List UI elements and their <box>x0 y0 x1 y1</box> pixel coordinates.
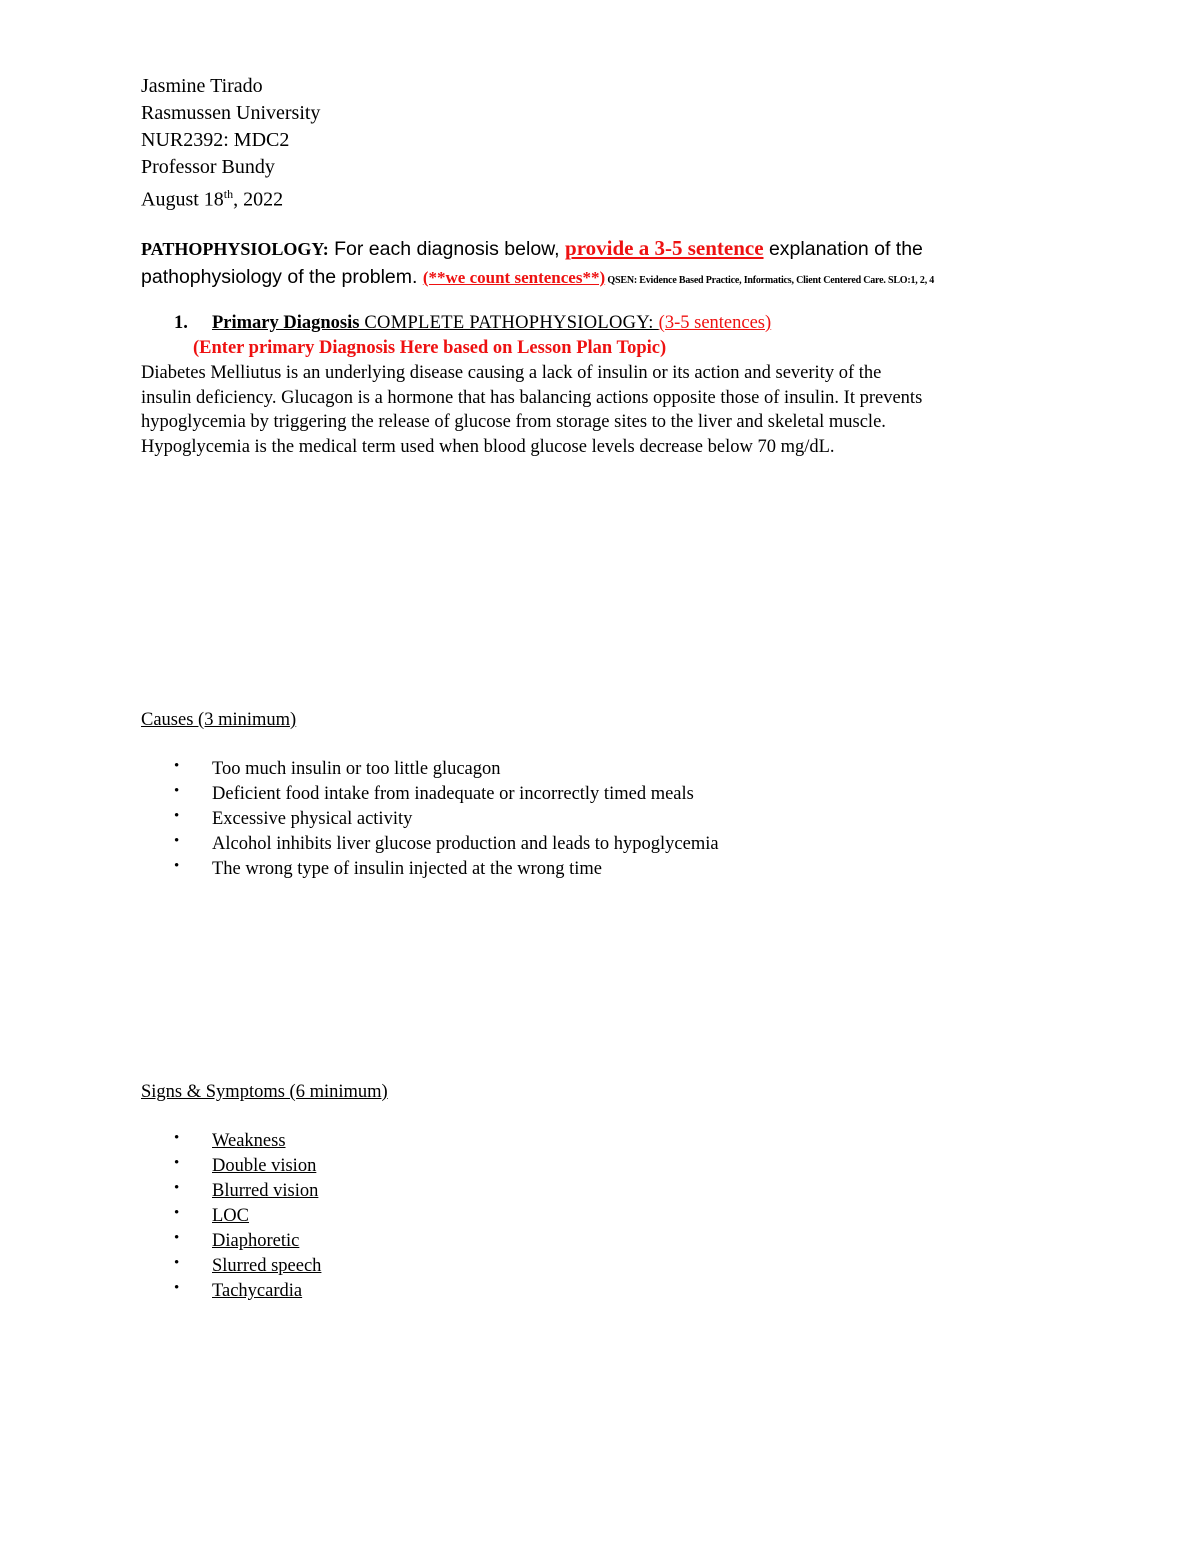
student-name: Jasmine Tirado <box>141 75 263 97</box>
list-item: Deficient food intake from inadequate or incorrectly timed meals <box>212 784 694 804</box>
instructions-text-2: explanation of the <box>763 238 923 260</box>
bullet-icon: • <box>174 808 180 824</box>
bullet-icon: • <box>174 858 180 874</box>
causes-heading: Causes (3 minimum) <box>141 710 297 730</box>
bullet-icon: • <box>174 1205 180 1221</box>
list-item: Double vision <box>212 1156 317 1176</box>
paragraph-line-4: Hypoglycemia is the medical term used when blood glucose levels decrease below 70 mg/dL. <box>141 437 835 457</box>
course-code: NUR2392: MDC2 <box>141 129 290 151</box>
section-heading <box>212 311 771 336</box>
instructions-line2-text: pathophysiology of the problem. <box>141 266 423 288</box>
instructions-text-1: For each diagnosis below, <box>328 238 566 260</box>
school-name: Rasmussen University <box>141 102 321 124</box>
pathophysiology-label: PATHOPHYSIOLOGY: <box>141 239 329 259</box>
sentences-note: (3-5 sentences) <box>658 313 772 333</box>
bullet-icon: • <box>174 783 180 799</box>
instructions-highlight: provide a 3-5 sentence <box>565 236 764 260</box>
date-main: August 18 <box>141 188 224 211</box>
qsen-note: QSEN: Evidence Based Practice, Informatics, Client Centered Care. SLO:1, 2, 4 <box>605 275 935 286</box>
bullet-icon: • <box>174 1155 180 1171</box>
paragraph-line-2: insulin deficiency. Glucagon is a hormone that has balancing actions opposite those of insulin. It prevents <box>141 388 923 408</box>
paragraph-line-1: Diabetes Melliutus is an underlying disease causing a lack of insulin or its action and severity of the <box>141 363 882 383</box>
enter-diagnosis-note: (Enter primary Diagnosis Here based on Lesson Plan Topic) <box>193 338 667 358</box>
professor-name: Professor Bundy <box>141 156 275 178</box>
symptoms-heading: Signs & Symptoms (6 minimum) <box>141 1082 388 1102</box>
list-item: Tachycardia <box>212 1281 303 1301</box>
instructions-line-1 <box>141 234 923 263</box>
list-item: Diaphoretic <box>212 1231 300 1251</box>
instructions-line-2 <box>141 262 934 295</box>
bullet-icon: • <box>174 1230 180 1246</box>
bullet-icon: • <box>174 1130 180 1146</box>
list-item: Excessive physical activity <box>212 809 413 829</box>
list-item: The wrong type of insulin injected at the wrong time <box>212 859 602 879</box>
complete-pathophysiology-title: COMPLETE PATHOPHYSIOLOGY: <box>359 313 659 333</box>
bullet-icon: • <box>174 1180 180 1196</box>
date-tail: , 2022 <box>233 188 284 211</box>
paragraph-line-3: hypoglycemia by triggering the release of glucose from storage sites to the liver and skeletal muscle. <box>141 412 886 432</box>
submission-date <box>141 181 283 214</box>
date-superscript: th <box>223 187 234 201</box>
bullet-icon: • <box>174 1280 180 1296</box>
we-count-note: (**we count sentences**) <box>422 268 606 287</box>
list-item: Weakness <box>212 1131 286 1151</box>
primary-diagnosis-title: Primary Diagnosis <box>212 313 360 333</box>
list-item: Slurred speech <box>212 1256 322 1276</box>
list-item: LOC <box>212 1206 249 1226</box>
bullet-icon: • <box>174 833 180 849</box>
list-item: Blurred vision <box>212 1181 319 1201</box>
bullet-icon: • <box>174 1255 180 1271</box>
list-item: Too much insulin or too little glucagon <box>212 759 501 779</box>
bullet-icon: • <box>174 758 180 774</box>
list-item: Alcohol inhibits liver glucose production and leads to hypoglycemia <box>212 834 719 854</box>
section-number: 1. <box>174 313 188 333</box>
